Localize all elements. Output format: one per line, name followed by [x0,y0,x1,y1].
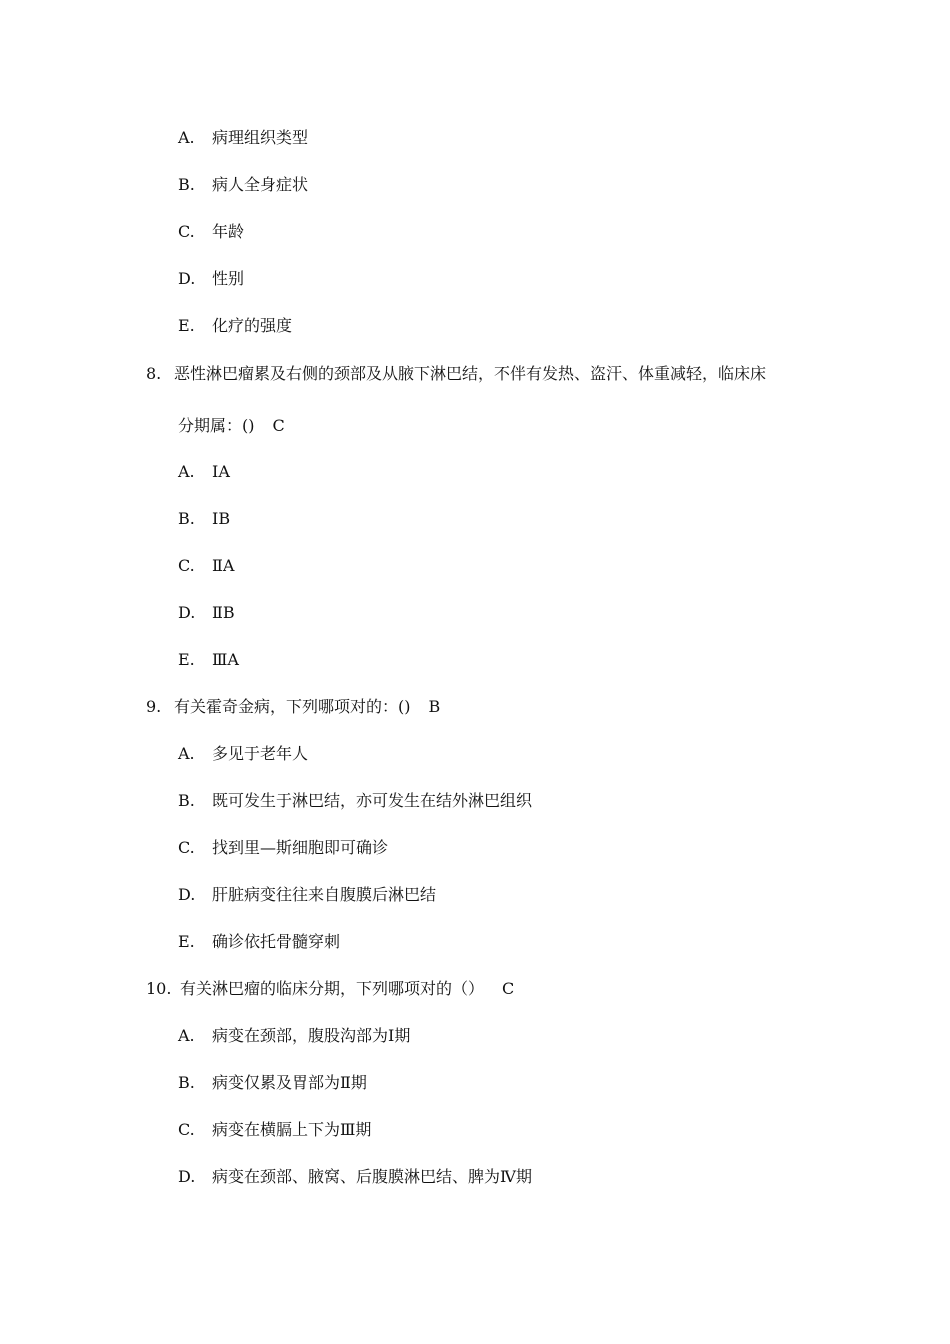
question-number: 8. [146,364,162,383]
answer-key: C [502,979,515,998]
option-9-e [178,932,340,952]
option-prev-a [178,128,308,148]
option-10-b [178,1073,367,1093]
option-letter: C. [178,1120,195,1139]
option-text: ⅠA [212,462,230,481]
option-text: 多见于老年人 [212,744,309,763]
question-text: 有关淋巴瘤的临床分期，下列哪项对的（） [180,979,485,998]
question-9-stem [146,697,440,717]
option-text: 病变在颈部，腹股沟部为Ⅰ期 [212,1026,411,1045]
option-letter: E. [178,650,195,669]
option-8-e [178,650,239,670]
option-text: 病人全身症状 [212,175,309,194]
option-letter: B. [178,175,195,194]
option-text: ⅢA [212,650,239,669]
option-9-b [178,791,532,811]
option-prev-d [178,269,244,289]
question-8-stem [146,364,766,384]
question-10-stem [146,979,514,999]
question-text: 恶性淋巴瘤累及右侧的颈部及从腋下淋巴结，不伴有发热、盗汗、体重减轻，临床床 [174,364,767,383]
option-text: 确诊依托骨髓穿刺 [212,932,341,951]
option-text: 肝脏病变往往来自腹膜后淋巴结 [212,885,437,904]
option-9-d [178,885,436,905]
option-text: ⅡA [212,556,235,575]
option-letter: D. [178,269,196,288]
option-letter: B. [178,791,195,810]
option-letter: E. [178,316,195,335]
option-prev-e [178,316,292,336]
question-text: 分期属：() [178,416,255,435]
option-letter: A. [178,462,195,481]
option-8-c [178,556,234,576]
option-text: 病变仅累及胃部为Ⅱ期 [212,1073,367,1092]
option-8-d [178,603,235,623]
question-8-stem-continued [178,416,285,436]
option-letter: C. [178,222,195,241]
option-prev-c [178,222,244,242]
option-text: 病理组织类型 [212,128,309,147]
option-letter: D. [178,1167,196,1186]
option-text: 病变在横膈上下为Ⅲ期 [212,1120,372,1139]
option-8-a [178,462,230,482]
answer-key: C [272,416,285,435]
option-text: 性别 [212,269,245,288]
option-text: ⅡB [212,603,235,622]
option-letter: A. [178,744,195,763]
option-10-d [178,1167,532,1187]
option-letter: C. [178,838,195,857]
option-prev-b [178,175,308,195]
option-10-c [178,1120,371,1140]
option-letter: C. [178,556,195,575]
question-number: 10. [146,979,172,998]
option-8-b [178,509,230,529]
option-letter: D. [178,603,196,622]
answer-key: B [428,697,441,716]
option-text: ⅠB [212,509,231,528]
option-letter: A. [178,1026,195,1045]
question-number: 9. [146,697,162,716]
option-letter: A. [178,128,195,147]
option-letter: B. [178,1073,195,1092]
option-9-c [178,838,388,858]
option-letter: E. [178,932,195,951]
option-text: 病变在颈部、腋窝、后腹膜淋巴结、脾为Ⅳ期 [212,1167,532,1186]
option-text: 化疗的强度 [212,316,293,335]
option-9-a [178,744,308,764]
option-letter: B. [178,509,195,528]
option-text: 既可发生于淋巴结，亦可发生在结外淋巴组织 [212,791,533,810]
option-text: 年龄 [212,222,245,241]
option-text: 找到里—斯细胞即可确诊 [212,838,389,857]
option-10-a [178,1026,410,1046]
option-letter: D. [178,885,196,904]
question-text: 有关霍奇金病，下列哪项对的：() [174,697,411,716]
